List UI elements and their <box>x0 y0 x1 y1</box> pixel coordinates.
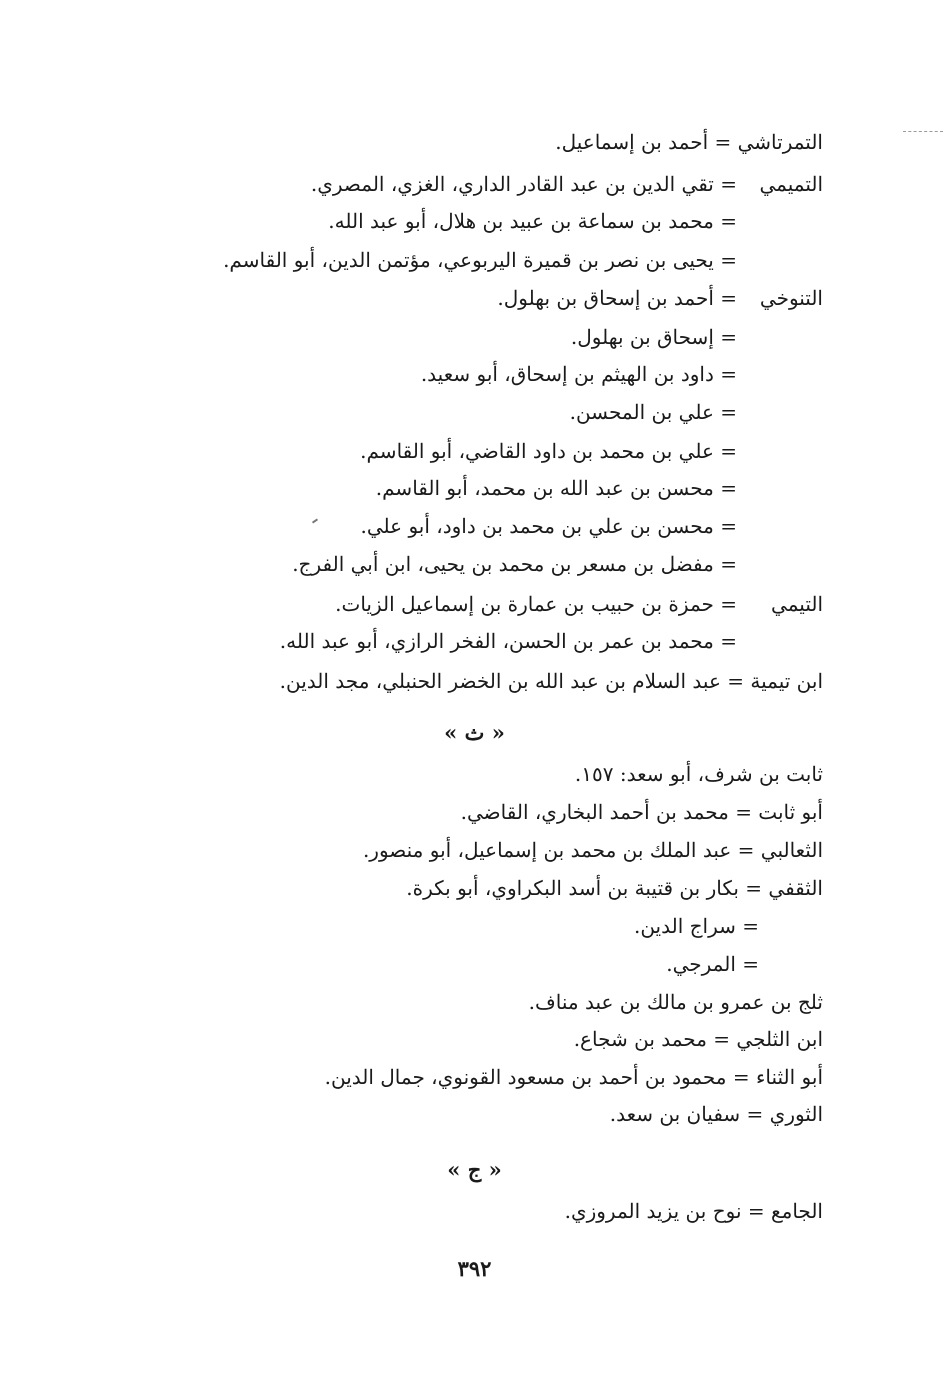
entry-text: أبو ثابت = محمد بن أحمد البخاري، القاضي. <box>460 800 823 824</box>
entry-text: = مفضل بن مسعر بن محمد بن يحيى، ابن أبي الفرج. <box>292 552 737 576</box>
index-entry <box>280 624 737 658</box>
index-entry <box>360 434 737 468</box>
entry-label: التنوخي <box>759 286 823 310</box>
entry-text: = تقي الدين بن عبد القادر الداري، الغزي، المصري. <box>310 172 737 196</box>
index-entry <box>376 471 737 505</box>
index-entry <box>575 757 823 791</box>
entry-label: التميمي <box>759 172 823 196</box>
entry-label: التيمي <box>771 592 823 616</box>
entry-text: ثابت بن شرف، أبو سعد: ١٥٧. <box>574 762 823 786</box>
index-entry <box>497 281 823 315</box>
entry-text: = علي بن محمد بن داود القاضي، أبو القاسم. <box>360 439 737 463</box>
index-entry <box>666 947 759 981</box>
index-entry <box>571 320 737 354</box>
entry-text: = أحمد بن إسحاق بن بهلول. <box>497 286 737 310</box>
entry-text: = المرجي. <box>666 952 759 976</box>
index-entry <box>461 795 823 829</box>
entry-text: الثعالبي = عبد الملك بن محمد بن إسماعيل، أبو منصور. <box>362 838 823 862</box>
index-entry <box>363 833 823 867</box>
section-heading-tha: « ث » <box>444 720 505 745</box>
index-entry <box>574 1022 823 1056</box>
index-entry <box>555 125 823 159</box>
stray-ink-mark <box>312 518 318 523</box>
entry-text: ابن الثلجي = محمد بن شجاع. <box>573 1027 823 1051</box>
index-entry <box>280 664 823 698</box>
index-entry <box>223 243 737 277</box>
entry-text: أبو الثناء = محمود بن أحمد بن مسعود القونوي، جمال الدين. <box>324 1065 823 1089</box>
index-entry <box>325 1060 823 1094</box>
entry-text: ابن تيمية = عبد السلام بن عبد الله بن الخضر الحنبلي، مجد الدين. <box>279 669 823 693</box>
index-entry <box>335 587 823 621</box>
entry-text: الجامع = نوح بن يزيد المروزي. <box>564 1199 823 1223</box>
index-entry <box>311 167 823 201</box>
index-entry <box>361 509 737 543</box>
index-entry <box>421 357 737 391</box>
index-entry <box>292 547 737 581</box>
entry-text: = سراج الدين. <box>633 914 759 938</box>
index-entry <box>570 395 737 429</box>
index-entry <box>328 204 737 238</box>
index-entry <box>634 909 759 943</box>
entry-text: الثوري = سفيان بن سعد. <box>609 1102 823 1126</box>
index-entry <box>565 1194 823 1228</box>
section-heading-jim: « ج » <box>447 1157 502 1182</box>
entry-text: = محمد بن عمر بن الحسن، الفخر الرازي، أبو عبد الله. <box>279 629 737 653</box>
entry-text: = إسحاق بن بهلول. <box>570 325 737 349</box>
entry-text: = حمزة بن حبيب بن عمارة بن إسماعيل الزيات. <box>335 592 737 616</box>
page-number: ٣٩٢ <box>457 1256 492 1281</box>
entry-text: التمرتاشي = أحمد بن إسماعيل. <box>555 130 823 154</box>
entry-text: الثقفي = بكار بن قتيبة بن أسد البكراوي، أبو بكرة. <box>406 876 823 900</box>
entry-text: = محمد بن سماعة بن عبيد بن هلال، أبو عبد الله. <box>328 209 737 233</box>
entry-text: = داود بن الهيثم بن إسحاق، أبو سعيد. <box>420 362 737 386</box>
entry-text: ثلج بن عمرو بن مالك بن عبد مناف. <box>528 990 823 1014</box>
entry-text: = محسن بن علي بن محمد بن داود، أبو علي. <box>360 514 737 538</box>
index-entry <box>610 1097 823 1131</box>
index-entry <box>406 871 823 905</box>
scan-edge-mark <box>903 131 943 132</box>
entry-text: = يحيى بن نصر بن قميرة اليربوعي، مؤتمن الدين، أبو القاسم. <box>223 248 737 272</box>
entry-text: = علي بن المحسن. <box>569 400 737 424</box>
index-entry <box>529 985 823 1019</box>
entry-text: = محسن بن عبد الله بن محمد، أبو القاسم. <box>375 476 737 500</box>
